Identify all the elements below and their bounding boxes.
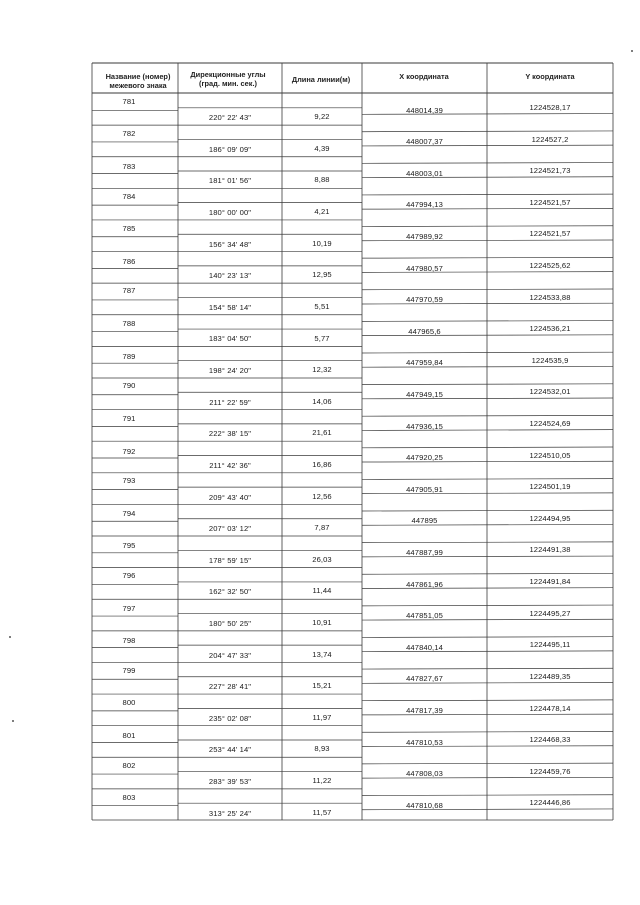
segment-angle: 227° 28' 41" [208,682,252,692]
point-name: 794 [122,508,136,518]
row-border [362,619,613,620]
row-border [362,226,613,227]
row-border [362,700,613,701]
point-name: 792 [122,446,136,456]
point-x: 447936,15 [406,421,443,431]
segment-length: 12,56 [312,491,332,501]
point-name: 787 [122,286,136,296]
point-y: 1224532,01 [529,387,571,397]
point-y: 1224491,38 [529,545,571,555]
row-border [362,573,613,574]
segment-angle: 283° 39' 53" [208,777,252,786]
row-border [362,637,613,638]
segment-angle: 180° 00' 00" [208,208,252,218]
segment-length: 10,91 [312,618,332,628]
segment-length: 12,32 [312,365,332,375]
segment-angle: 154° 58' 14" [208,302,252,312]
point-x: 447810,68 [406,800,443,810]
point-x: 447895 [411,516,438,526]
row-border [362,208,613,209]
segment-angle: 180° 50' 25" [208,618,252,628]
segment-length: 16,86 [312,459,332,469]
point-name: 790 [122,381,136,391]
row-border [362,651,613,652]
point-y: 1224468,33 [529,735,571,745]
row-border [362,194,613,195]
row-border [362,352,613,353]
point-x: 447840,14 [406,642,443,652]
segment-angle: 209° 43' 40" [208,492,252,502]
point-y: 1224478,14 [529,703,571,713]
segment-angle: 140° 23' 13" [208,271,252,281]
segment-length: 26,03 [312,554,332,564]
row-border [362,777,613,778]
segment-length: 4,21 [314,207,330,217]
row-border [362,289,613,290]
row-border [362,763,613,764]
segment-length: 11,57 [312,807,332,817]
segment-angle: 211° 42' 36" [209,460,251,470]
row-border [362,177,613,178]
segment-length: 11,97 [312,712,332,722]
row-border [362,605,613,606]
point-name: 803 [122,793,136,803]
row-border [362,746,613,747]
point-x: 447851,05 [406,611,443,621]
segment-length: 10,19 [312,238,332,248]
segment-length: 8,88 [314,175,330,185]
header-name-line2: межевого знака [109,81,167,90]
header-angle-line2: (град. мин. сек.) [199,79,257,88]
point-y: 1224446,86 [529,798,571,808]
point-name: 798 [122,636,136,646]
point-name: 796 [122,570,136,580]
point-y: 1224536,21 [529,324,571,334]
row-border [362,714,613,715]
row-border [362,384,613,385]
segment-length: 5,77 [314,333,330,343]
point-name: 786 [122,256,136,266]
segment-angle: 207° 03' 12" [208,524,252,534]
point-x: 448003,01 [406,168,443,178]
segment-angle: 220° 22' 43" [208,113,252,123]
row-border [362,510,613,511]
row-border [362,303,613,304]
segment-angle: 198° 24' 20" [208,366,252,376]
row-border [362,479,613,480]
header-name-line1: Название (номер) [105,72,171,81]
row-border [362,145,613,146]
point-x: 448014,39 [406,105,443,115]
segment-angle: 156° 34' 48" [208,239,252,249]
segment-length: 14,06 [312,396,332,406]
point-x: 447827,67 [406,674,443,684]
row-border [362,257,613,258]
header-length: Длина линии(м) [291,75,351,84]
row-border [362,321,613,322]
segment-length: 7,87 [314,523,330,533]
header-name [106,72,171,90]
row-border [362,542,613,543]
point-x: 447817,39 [406,706,443,716]
point-name: 781 [122,96,136,106]
point-name: 799 [122,665,136,675]
row-border [362,366,613,367]
point-name: 793 [122,476,136,486]
point-name: 801 [122,731,136,741]
segment-angle: 204° 47' 33" [208,650,252,660]
segment-angle: 181° 01' 56" [208,176,252,186]
row-border [362,588,613,589]
point-name: 802 [122,760,136,770]
point-x: 448007,37 [406,137,443,147]
point-y: 1224459,76 [529,766,571,776]
point-y: 1224491,84 [529,577,571,587]
point-y: 1224521,57 [529,229,571,239]
header-angle-line1: Дирекционные углы [190,70,266,79]
segment-length: 21,61 [312,428,332,438]
point-y: 1224535,9 [531,355,569,365]
point-x: 447920,25 [406,453,443,463]
header-angle [190,70,265,88]
row-border [362,493,613,494]
row-border [362,809,613,810]
segment-length: 13,74 [312,649,332,659]
row-border [362,731,613,732]
segment-length: 9,22 [314,112,330,122]
margin-mark [12,720,14,722]
point-y: 1224525,62 [529,261,571,270]
point-x: 447989,92 [406,231,443,241]
row-border [362,795,613,796]
segment-length: 11,22 [312,776,332,786]
margin-mark [631,50,633,52]
row-border [362,524,613,525]
segment-length: 15,21 [312,681,332,691]
row-border [362,430,613,431]
point-y: 1224533,88 [529,292,571,302]
point-name: 797 [122,603,136,613]
segment-angle: 313° 25' 24" [208,808,252,818]
point-x: 447810,53 [406,737,443,747]
segment-length: 12,95 [312,270,332,280]
row-border [362,163,613,164]
segment-length: 4,39 [314,143,330,153]
row-border [362,131,613,132]
point-name: 782 [122,129,136,139]
point-name: 789 [122,351,136,361]
point-name: 791 [122,413,136,423]
margin-mark [9,636,11,638]
segment-angle: 162° 32' 50" [208,587,252,597]
point-y: 1224501,19 [529,482,571,492]
point-x: 447959,84 [406,358,443,368]
segment-angle: 211° 22' 59" [209,397,251,407]
segment-angle: 186° 09' 09" [208,144,252,154]
point-y: 1224528,17 [529,102,571,112]
point-x: 447949,15 [406,390,443,399]
segment-angle: 222° 38' 15" [208,429,252,439]
point-name: 788 [122,319,136,329]
point-y: 1224489,35 [529,671,571,681]
point-x: 447970,59 [406,295,443,305]
point-y: 1224494,95 [529,513,571,523]
point-x: 447994,13 [406,200,443,210]
header-x: X координата [399,72,449,81]
row-border [362,415,613,416]
point-name: 785 [122,224,136,234]
point-name: 783 [122,162,136,172]
point-x: 447887,99 [406,548,443,558]
point-y: 1224495,27 [529,608,571,618]
row-border [362,461,613,462]
row-border [362,683,613,684]
point-x: 447980,57 [406,263,443,273]
point-y: 1224495,11 [529,640,571,650]
point-x: 447808,03 [406,769,443,779]
header-y: Y координата [525,72,575,81]
row-border [362,272,613,273]
row-border [362,398,613,399]
segment-angle: 178° 59' 15" [208,555,252,565]
segment-angle: 183° 04' 50" [208,334,252,344]
point-y: 1224527,2 [531,134,569,144]
row-border [362,556,613,557]
point-name: 784 [122,191,136,201]
segment-angle: 253° 44' 14" [208,745,252,755]
point-x: 447965,6 [408,326,441,336]
point-y: 1224524,69 [529,419,571,429]
segment-angle: 235° 02' 08" [208,713,252,723]
segment-length: 5,51 [314,301,330,311]
segment-length: 8,93 [314,744,330,754]
point-y: 1224521,57 [529,197,571,207]
row-border [362,114,613,115]
point-name: 800 [122,698,136,708]
point-y: 1224521,73 [529,166,571,176]
row-border [362,668,613,669]
point-name: 795 [122,541,136,551]
point-x: 447905,91 [406,484,443,494]
row-border [362,335,613,336]
row-border [362,447,613,448]
row-border [362,240,613,241]
point-x: 447861,96 [406,579,443,589]
segment-length: 11,44 [312,586,332,596]
point-y: 1224510,05 [529,450,571,460]
